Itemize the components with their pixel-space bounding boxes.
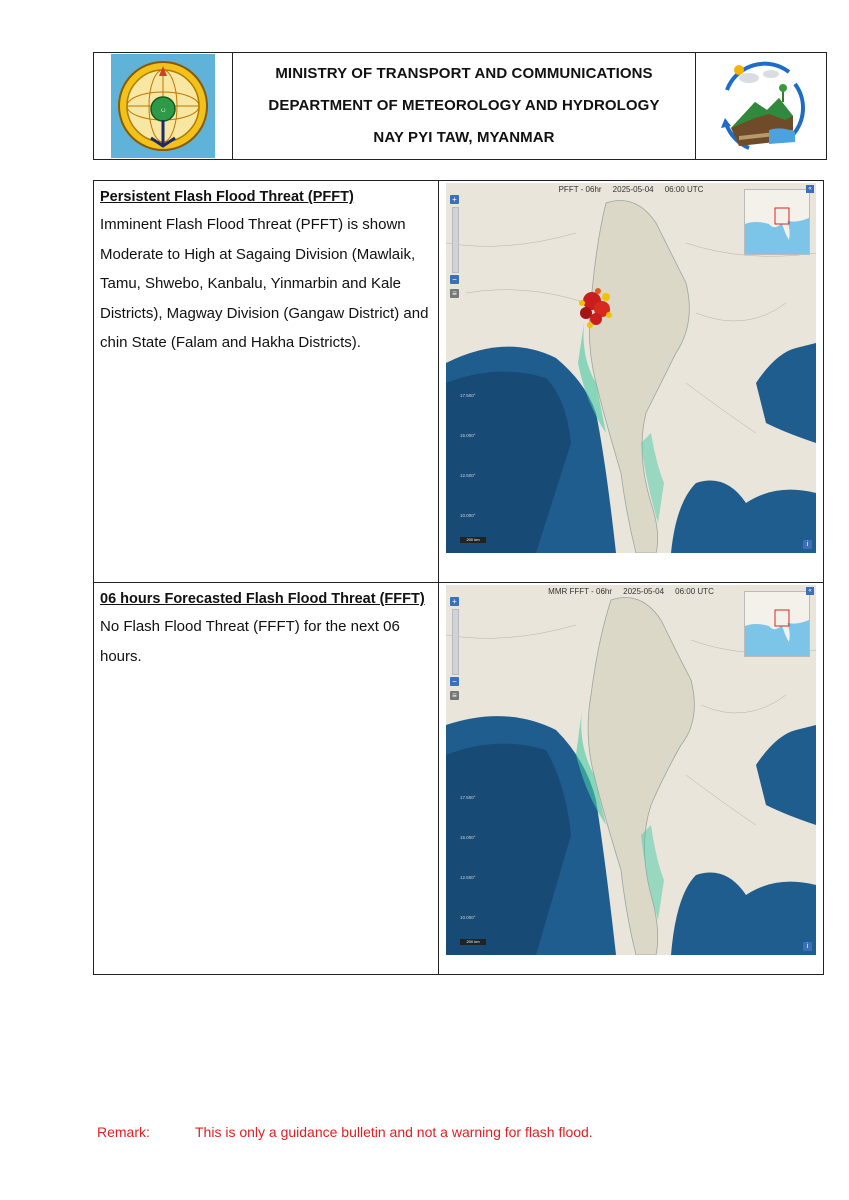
- ffft-row: [94, 583, 823, 974]
- pfft-map[interactable]: [446, 183, 816, 553]
- latitude-tick: 12.500°: [460, 473, 476, 478]
- ffft-description: No Flash Flood Threat (FFFT) for the next 06 hours.: [100, 618, 400, 665]
- zoom-out-icon[interactable]: −: [450, 677, 459, 686]
- layer-toggle-icon[interactable]: ≡: [450, 691, 459, 700]
- ffft-overview-inset: [744, 591, 810, 657]
- remark-label: Remark:: [97, 1124, 150, 1140]
- pfft-map-caption: PFFT - 06hr 2025-05-04 06:00 UTC: [558, 185, 704, 194]
- info-icon[interactable]: i: [803, 540, 812, 549]
- layer-toggle-icon[interactable]: ≡: [450, 289, 459, 298]
- zoom-in-icon[interactable]: +: [450, 597, 459, 606]
- pfft-map-cell: [439, 181, 823, 582]
- pfft-row: [94, 181, 823, 583]
- department-name: DEPARTMENT OF METEOROLOGY AND HYDROLOGY: [268, 97, 660, 114]
- svg-text:ပ: ပ: [160, 105, 166, 114]
- pfft-description: Imminent Flash Flood Threat (PFFT) is shown Moderate to High at Sagaing Division (Mawlaik, Tamu, Shwebo, Kanbalu, Yinmarbin and Kale Districts), Magway Division (Gangaw District) and chin State (Falam and Hakha Districts).: [100, 216, 429, 351]
- latitude-tick: 15.000°: [460, 433, 476, 438]
- ffft-title: 06 hours Forecasted Flash Flood Threat (FFFT): [100, 591, 425, 607]
- ffft-map[interactable]: [446, 585, 816, 955]
- location-name: NAY PYI TAW, MYANMAR: [373, 129, 555, 146]
- inset-close-icon[interactable]: «: [806, 185, 814, 193]
- remark-text: This is only a guidance bulletin and not a warning for flash flood.: [195, 1124, 593, 1140]
- ministry-emblem: [94, 53, 233, 159]
- latitude-tick: 17.500°: [460, 795, 476, 800]
- pfft-scale-bar: 200 km: [460, 537, 486, 543]
- ffft-scale-bar: 200 km: [460, 939, 486, 945]
- latitude-tick: 17.500°: [460, 393, 476, 398]
- latitude-tick: 12.500°: [460, 875, 476, 880]
- pfft-text-cell: [94, 181, 439, 582]
- zoom-in-icon[interactable]: +: [450, 195, 459, 204]
- ffft-text-cell: [94, 583, 439, 974]
- inset-close-icon[interactable]: «: [806, 587, 814, 595]
- hydrology-cycle-icon: [709, 54, 813, 158]
- latitude-tick: 10.000°: [460, 915, 476, 920]
- ministry-name: MINISTRY OF TRANSPORT AND COMMUNICATIONS: [275, 65, 653, 82]
- ministry-emblem-icon: [111, 54, 215, 158]
- hydrology-logo: [695, 53, 826, 159]
- latitude-tick: 15.000°: [460, 835, 476, 840]
- zoom-slider[interactable]: [452, 609, 459, 675]
- latitude-tick: 10.000°: [460, 513, 476, 518]
- ffft-map-caption: MMR FFFT - 06hr 2025-05-04 06:00 UTC: [548, 587, 714, 596]
- pfft-title: Persistent Flash Flood Threat (PFFT): [100, 189, 354, 205]
- header-title-block: [233, 53, 695, 159]
- zoom-slider[interactable]: [452, 207, 459, 273]
- ffft-map-cell: [439, 583, 823, 974]
- bulletin-header: [93, 52, 827, 160]
- zoom-out-icon[interactable]: −: [450, 275, 459, 284]
- pfft-overview-inset: [744, 189, 810, 255]
- threat-table: [93, 180, 824, 975]
- info-icon[interactable]: i: [803, 942, 812, 951]
- remark: [97, 1124, 593, 1140]
